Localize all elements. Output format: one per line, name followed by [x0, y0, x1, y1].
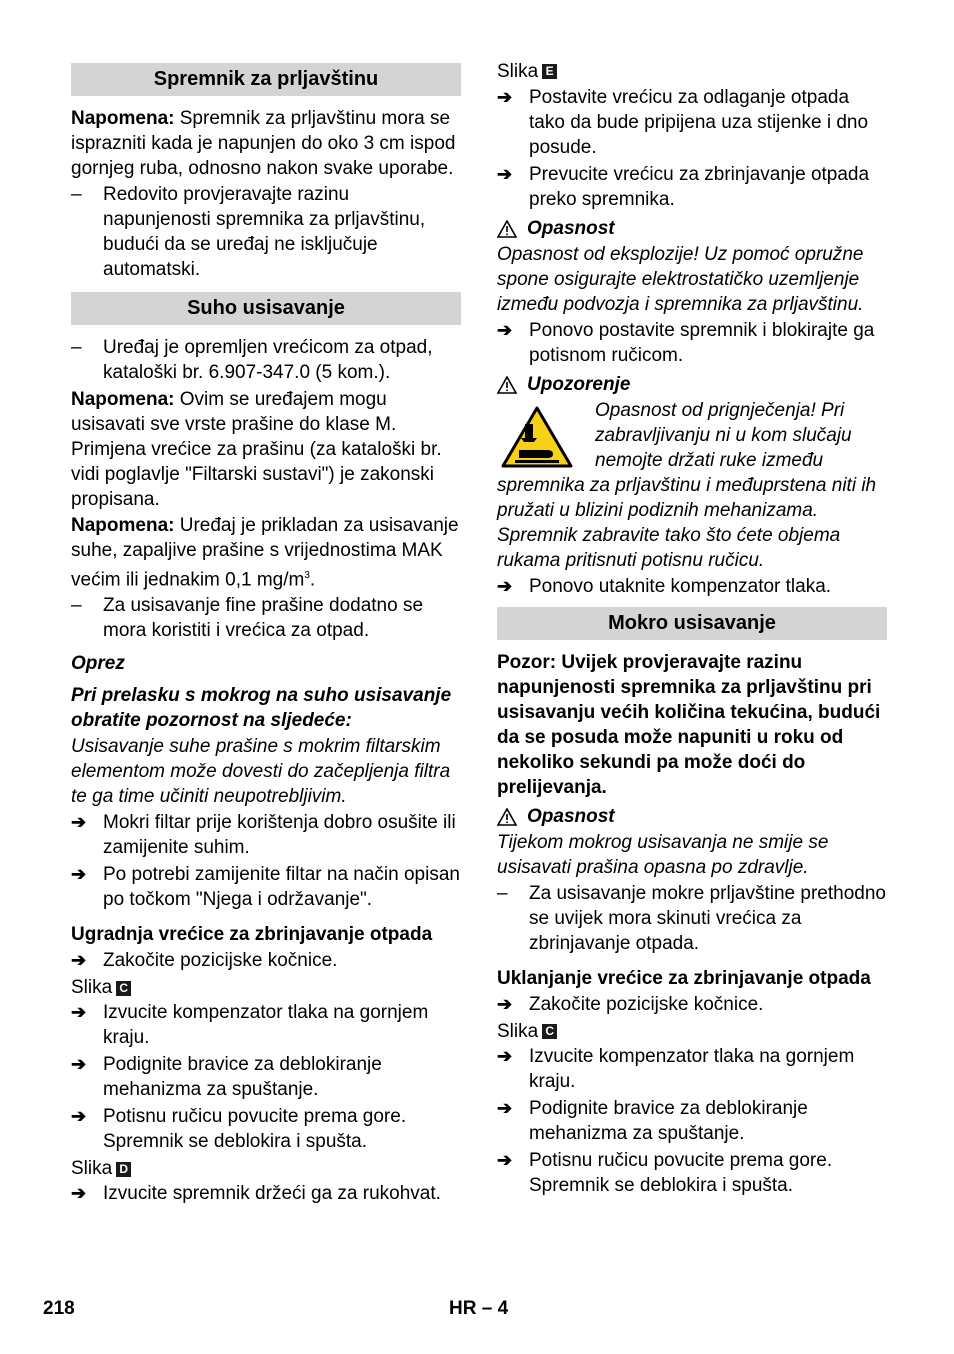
- left-column: [71, 63, 461, 1208]
- page-language-index: HR – 4: [449, 1298, 509, 1319]
- step-item: ➔ Potisnu ručicu povucite prema gore. Spremnik se deblokira i spušta.: [71, 1106, 407, 1153]
- figure-letter-box: E: [542, 64, 557, 79]
- subsection-heading: Uklanjanje vrećice za zbrinjavanje otpada: [497, 968, 871, 989]
- figure-reference: Slika D: [71, 1156, 461, 1181]
- arrow-icon: ➔: [71, 1106, 87, 1127]
- step-item: ➔ Zakočite pozicijske kočnice.: [497, 994, 764, 1015]
- caution-bold-text: Pri prelasku s mokrog na suho usisavanje obratite pozornost na sljedeće:: [71, 685, 452, 732]
- arrow-icon: ➔: [497, 1098, 513, 1118]
- arrow-icon: ➔: [71, 1054, 87, 1075]
- arrow-icon: ➔: [497, 1150, 513, 1170]
- arrow-icon: ➔: [497, 576, 513, 596]
- arrow-icon: ➔: [71, 1183, 87, 1204]
- list-item: – Uređaj je opremljen vrećicom za otpad, kataloški br. 6.907-347.0 (5 kom.).: [71, 337, 433, 383]
- step-item: ➔ Prevucite vrećicu za zbrinjavanje otpada preko spremnika.: [497, 164, 870, 210]
- figure-letter-box: C: [116, 981, 131, 996]
- warning-heading: Upozorenje: [497, 372, 887, 397]
- step-item: ➔ Mokri filtar prije korištenja dobro osušite ili zamijenite suhim.: [71, 812, 456, 859]
- warning-triangle-icon: [497, 376, 517, 394]
- right-column: [497, 63, 887, 1200]
- figure-reference: Slika C: [497, 1019, 887, 1044]
- step-item: ➔ Podignite bravice za deblokiranje mehanizma za spuštanje.: [71, 1054, 382, 1101]
- danger-heading: Opasnost: [497, 216, 887, 241]
- step-item: ➔ Ponovo utaknite kompenzator tlaka.: [497, 576, 832, 597]
- figure-letter-box: D: [116, 1162, 131, 1177]
- caution-heading: Oprez: [71, 653, 125, 675]
- arrow-icon: ➔: [497, 994, 513, 1014]
- danger-text: Opasnost od eksplozije! Uz pomoć opružne spone osigurajte elektrostatičko uzemljenje između podvozja i spremnika za prljavštinu.: [497, 244, 864, 315]
- figure-letter-box: C: [542, 1024, 557, 1039]
- section-heading: Suho usisavanje: [71, 292, 461, 325]
- arrow-icon: ➔: [71, 1002, 87, 1023]
- step-item: ➔ Izvucite kompenzator tlaka na gornjem kraju.: [497, 1046, 855, 1092]
- subsection-heading: Ugradnja vrećice za zbrinjavanje otpada: [71, 924, 433, 946]
- arrow-icon: ➔: [71, 812, 87, 833]
- list-item: – Redovito provjeravajte razinu napunjenosti spremnika za prljavštinu, budući da se uređaj ne isključuje automatski.: [71, 184, 426, 280]
- warning-triangle-icon: [497, 808, 517, 826]
- section-heading: Spremnik za prljavštinu: [71, 63, 461, 96]
- danger-heading: Opasnost: [497, 804, 887, 829]
- step-item: ➔ Po potrebi zamijenite filtar na način opisan po točkom "Njega i održavanje".: [71, 864, 460, 911]
- note-paragraph: Napomena: Spremnik za prljavštinu mora se isprazniti kada je napunjen do oko 3 cm ispod gornjeg ruba, odnosno nakon svake uporabe.: [71, 108, 456, 179]
- step-item: ➔ Podignite bravice za deblokiranje mehanizma za spuštanje.: [497, 1098, 808, 1144]
- arrow-icon: ➔: [71, 864, 87, 885]
- arrow-icon: ➔: [497, 87, 513, 107]
- warning-block: [497, 398, 887, 573]
- step-item: ➔ Zakočite pozicijske kočnice.: [71, 950, 338, 972]
- section-heading: Mokro usisavanje: [497, 607, 887, 640]
- note-paragraph: Napomena: Ovim se uređajem mogu usisavati sve vrste prašine do klase M. Primjena vrećice za prašinu (za kataloški br. vidi poglavlje "Filtarski sustavi") je zakonski propisana.: [71, 389, 442, 510]
- arrow-icon: ➔: [497, 320, 513, 340]
- arrow-icon: ➔: [497, 1046, 513, 1066]
- danger-text: Tijekom mokrog usisavanja ne smije se usisavati prašina opasna po zdravlje.: [497, 832, 829, 878]
- arrow-icon: ➔: [497, 164, 513, 184]
- list-item: – Za usisavanje fine prašine dodatno se mora koristiti i vrećica za otpad.: [71, 595, 424, 642]
- note-paragraph: Napomena: Uređaj je prikladan za usisavanje suhe, zapaljive prašine s vrijednostima MAK većim ili jednakim 0,1 $mg/m^3$.: [71, 515, 459, 591]
- warning-triangle-icon: [497, 220, 517, 238]
- attention-paragraph: Pozor: Uvijek provjeravajte razinu napunjenosti spremnika za prljavštinu pri usisavanju većih količina tekućina, budući da se posuda može napuniti u roku od nekoliko sekundi pa može doći do prelijevanja.: [497, 652, 881, 798]
- figure-reference: Slika E: [497, 59, 887, 84]
- step-item: ➔ Potisnu ručicu povucite prema gore. Spremnik se deblokira i spušta.: [497, 1150, 833, 1196]
- hand-crush-hazard-icon: [501, 406, 573, 468]
- step-item: ➔ Postavite vrećicu za odlaganje otpada tako da bude pripijena uza stijenke i dno posude.: [497, 87, 869, 158]
- warning-text: Opasnost od prignječenja! Pri zabravljivanju ni u kom slučaju nemojte držati ruke između spremnika za prljavštinu i međuprstena niti ih pružati u blizini podiznih mehanizama. Spremnik zabravite tako što ćete objema rukama pritisnuti potisnu ručicu.: [497, 400, 877, 571]
- list-item: – Za usisavanje mokre prljavštine prethodno se uvijek mora skinuti vrećica za zbrinjavanje otpada.: [497, 883, 886, 954]
- step-item: ➔ Ponovo postavite spremnik i blokirajte ga potisnom ručicom.: [497, 320, 875, 366]
- figure-reference: Slika C: [71, 975, 461, 1000]
- step-item: ➔ Izvucite kompenzator tlaka na gornjem kraju.: [71, 1002, 429, 1049]
- arrow-icon: ➔: [71, 950, 87, 971]
- caution-text: Usisavanje suhe prašine s mokrim filtarskim elementom može dovesti do začepljenja filtra te ga time učiniti neupotrebljivim.: [71, 736, 451, 808]
- page-number: 218: [43, 1298, 75, 1319]
- step-item: ➔ Izvucite spremnik držeći ga za rukohvat.: [71, 1183, 441, 1205]
